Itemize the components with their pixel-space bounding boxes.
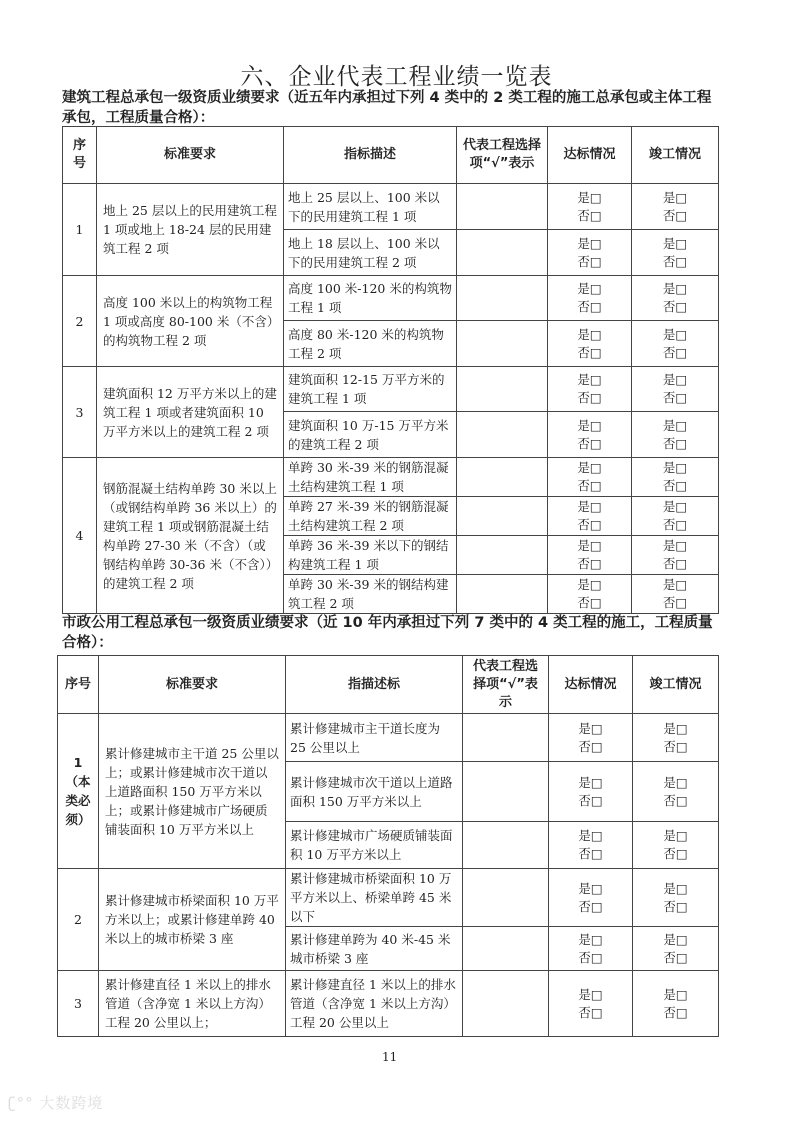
standard-requirement: 钢筋混凝土结构单跨 30 米以上（或钢结构单跨 36 米以上）的建筑工程 1 项或钢筋混凝土结构单跨 27-30 米（不含）（或钢结构单跨 30-36 米（不含））的建筑工程 2 项 bbox=[97, 458, 284, 614]
completion-status-no-checkbox[interactable]: 否□ bbox=[663, 1004, 688, 1020]
compliance-status bbox=[548, 184, 632, 230]
compliance-status-yes-checkbox[interactable]: 是□ bbox=[578, 986, 603, 1002]
compliance-status bbox=[548, 497, 632, 536]
table-row bbox=[58, 714, 719, 762]
standard-requirement: 累计修建直径 1 米以上的排水管道（含净宽 1 米以上方沟）工程 20 公里以上； bbox=[99, 971, 286, 1037]
completion-status-yes-checkbox[interactable]: 是□ bbox=[662, 460, 688, 475]
completion-status bbox=[632, 230, 719, 276]
indicator-description: 累计修建城市桥梁面积 10 万平方米以上、桥梁单跨 45 米以下 bbox=[286, 869, 463, 927]
compliance-status-yes-checkbox[interactable]: 是□ bbox=[577, 417, 602, 433]
table-row bbox=[63, 367, 719, 412]
compliance-status-yes-checkbox[interactable]: 是□ bbox=[577, 499, 602, 514]
compliance-status-yes-checkbox[interactable]: 是□ bbox=[578, 880, 603, 896]
representative-project-select-cell[interactable] bbox=[457, 412, 548, 458]
compliance-status-no-checkbox[interactable]: 否□ bbox=[578, 846, 603, 861]
row-number: 2 bbox=[63, 276, 97, 367]
column-header: 竣工情况 bbox=[633, 656, 719, 714]
standard-requirement: 建筑面积 12 万平方米以上的建筑工程 1 项或者建筑面积 10 万平方米以上的建筑工程 2 项 bbox=[97, 367, 284, 458]
completion-status-no-checkbox[interactable]: 否□ bbox=[662, 595, 688, 610]
table-row bbox=[58, 869, 719, 927]
standard-requirement: 累计修建城市主干道 25 公里以上；或累计修建城市次干道以上道路面积 150 万平方米以上；或累计修建城市广场硬质铺装面积 10 万平方米以上 bbox=[99, 714, 286, 869]
indicator-description: 累计修建城市广场硬质铺装面积 10 万平方米以上 bbox=[286, 822, 463, 869]
compliance-status-no-checkbox[interactable]: 否□ bbox=[578, 949, 603, 965]
indicator-description: 单跨 30 米-39 米的钢结构建筑工程 2 项 bbox=[284, 575, 457, 614]
indicator-description: 高度 100 米-120 米的构筑物工程 1 项 bbox=[284, 276, 457, 321]
completion-status-no-checkbox[interactable]: 否□ bbox=[662, 207, 688, 223]
completion-status bbox=[633, 762, 719, 822]
compliance-status-yes-checkbox[interactable]: 是□ bbox=[577, 235, 602, 251]
completion-status-no-checkbox[interactable]: 否□ bbox=[662, 478, 688, 493]
compliance-status-no-checkbox[interactable]: 否□ bbox=[577, 390, 602, 405]
compliance-status-no-checkbox[interactable]: 否□ bbox=[578, 1004, 603, 1020]
compliance-status bbox=[549, 971, 633, 1037]
row-number: 3 bbox=[58, 971, 99, 1037]
indicator-description: 单跨 27 米-39 米的钢筋混凝土结构建筑工程 2 项 bbox=[284, 497, 457, 536]
column-header: 达标情况 bbox=[549, 656, 633, 714]
compliance-status-yes-checkbox[interactable]: 是□ bbox=[578, 720, 603, 736]
completion-status-yes-checkbox[interactable]: 是□ bbox=[662, 326, 688, 342]
section1-heading: 建筑工程总承包一级资质业绩要求（近五年内承担过下列 4 类中的 2 类工程的施工总承包或主体工程承包，工程质量合格）： bbox=[62, 90, 712, 126]
compliance-status-no-checkbox[interactable]: 否□ bbox=[577, 478, 602, 493]
representative-project-select-cell[interactable] bbox=[457, 497, 548, 536]
column-header: 代表工程选择项“√”表示 bbox=[463, 656, 549, 714]
compliance-status bbox=[548, 321, 632, 367]
row-number: 1 bbox=[63, 184, 97, 276]
standard-requirement: 高度 100 米以上的构筑物工程 1 项或高度 80-100 米（不含）的构筑物工程 2 项 bbox=[97, 276, 284, 367]
compliance-status bbox=[548, 230, 632, 276]
compliance-status bbox=[548, 412, 632, 458]
indicator-description: 高度 80 米-120 米的构筑物工程 2 项 bbox=[284, 321, 457, 367]
representative-project-select-cell[interactable] bbox=[463, 927, 549, 971]
completion-status-no-checkbox[interactable]: 否□ bbox=[663, 738, 688, 754]
header-row bbox=[58, 656, 719, 714]
compliance-status bbox=[549, 822, 633, 869]
table-row bbox=[63, 184, 719, 230]
compliance-status-yes-checkbox[interactable]: 是□ bbox=[578, 931, 603, 947]
representative-project-select-cell[interactable] bbox=[463, 762, 549, 822]
column-header: 序号 bbox=[63, 127, 97, 184]
representative-project-select-cell[interactable] bbox=[457, 230, 548, 276]
table-row bbox=[63, 458, 719, 497]
completion-status bbox=[632, 536, 719, 575]
indicator-description: 累计修建直径 1 米以上的排水管道（含净宽 1 米以上方沟）工程 20 公里以上 bbox=[286, 971, 463, 1037]
compliance-status bbox=[548, 276, 632, 321]
compliance-status-no-checkbox[interactable]: 否□ bbox=[577, 253, 602, 269]
compliance-status-yes-checkbox[interactable]: 是□ bbox=[577, 538, 602, 553]
column-header: 代表工程选择项“√”表示 bbox=[457, 127, 548, 184]
representative-project-select-cell[interactable] bbox=[457, 458, 548, 497]
completion-status bbox=[633, 714, 719, 762]
completion-status-no-checkbox[interactable]: 否□ bbox=[662, 253, 688, 269]
indicator-description: 建筑面积 12-15 万平方米的建筑工程 1 项 bbox=[284, 367, 457, 412]
compliance-status bbox=[549, 714, 633, 762]
page-number: 11 bbox=[382, 1050, 398, 1064]
completion-status-yes-checkbox[interactable]: 是□ bbox=[662, 417, 688, 433]
indicator-description: 累计修建城市主干道长度为 25 公里以上 bbox=[286, 714, 463, 762]
compliance-status-yes-checkbox[interactable]: 是□ bbox=[577, 372, 602, 387]
representative-project-select-cell[interactable] bbox=[457, 321, 548, 367]
compliance-status bbox=[548, 458, 632, 497]
municipal-performance-table bbox=[57, 655, 719, 1037]
compliance-status-no-checkbox[interactable]: 否□ bbox=[577, 299, 602, 314]
completion-status bbox=[632, 458, 719, 497]
compliance-status-no-checkbox[interactable]: 否□ bbox=[578, 738, 603, 754]
compliance-status-no-checkbox[interactable]: 否□ bbox=[578, 792, 603, 808]
compliance-status-no-checkbox[interactable]: 否□ bbox=[577, 595, 602, 610]
compliance-status-no-checkbox[interactable]: 否□ bbox=[577, 207, 602, 223]
completion-status-no-checkbox[interactable]: 否□ bbox=[663, 898, 688, 914]
completion-status-no-checkbox[interactable]: 否□ bbox=[662, 435, 688, 451]
indicator-description: 单跨 30 米-39 米的钢筋混凝土结构建筑工程 1 项 bbox=[284, 458, 457, 497]
compliance-status bbox=[549, 927, 633, 971]
representative-project-select-cell[interactable] bbox=[463, 869, 549, 927]
compliance-status-yes-checkbox[interactable]: 是□ bbox=[577, 281, 602, 296]
completion-status-yes-checkbox[interactable]: 是□ bbox=[662, 538, 688, 553]
completion-status-yes-checkbox[interactable]: 是□ bbox=[663, 720, 688, 736]
completion-status-yes-checkbox[interactable]: 是□ bbox=[662, 235, 688, 251]
standard-requirement: 地上 25 层以上的民用建筑工程 1 项或地上 18-24 层的民用建筑工程 2 项 bbox=[97, 184, 284, 276]
compliance-status-yes-checkbox[interactable]: 是□ bbox=[578, 774, 603, 790]
completion-status-yes-checkbox[interactable]: 是□ bbox=[663, 880, 688, 896]
row-number: 2 bbox=[58, 869, 99, 971]
compliance-status-no-checkbox[interactable]: 否□ bbox=[577, 556, 602, 571]
completion-status-no-checkbox[interactable]: 否□ bbox=[663, 792, 688, 808]
watermark-text: 大数跨境 bbox=[39, 1094, 104, 1112]
completion-status bbox=[633, 869, 719, 927]
section2-heading: 市政公用工程总承包一级资质业绩要求（近 10 年内承担过下列 7 类中的 4 类工程的施工，工程质量合格）： bbox=[62, 615, 713, 651]
compliance-status-no-checkbox[interactable]: 否□ bbox=[577, 517, 602, 532]
column-header: 标准要求 bbox=[97, 127, 284, 184]
table-row bbox=[63, 276, 719, 321]
representative-project-select-cell[interactable] bbox=[463, 714, 549, 762]
completion-status-yes-checkbox[interactable]: 是□ bbox=[663, 931, 688, 947]
compliance-status bbox=[549, 869, 633, 927]
completion-status bbox=[633, 822, 719, 869]
compliance-status-yes-checkbox[interactable]: 是□ bbox=[577, 326, 602, 342]
watermark-logo: ʗ°° 大数跨境 bbox=[8, 1094, 104, 1112]
compliance-status bbox=[549, 762, 633, 822]
building-performance-table bbox=[62, 126, 719, 614]
compliance-status-no-checkbox[interactable]: 否□ bbox=[577, 435, 602, 451]
representative-project-select-cell[interactable] bbox=[457, 536, 548, 575]
indicator-description: 累计修建单跨为 40 米-45 米城市桥梁 3 座 bbox=[286, 927, 463, 971]
representative-project-select-cell[interactable] bbox=[463, 971, 549, 1037]
completion-status-yes-checkbox[interactable]: 是□ bbox=[663, 986, 688, 1002]
completion-status bbox=[632, 367, 719, 412]
completion-status-yes-checkbox[interactable]: 是□ bbox=[662, 577, 688, 592]
column-header: 指描述标 bbox=[286, 656, 463, 714]
completion-status bbox=[632, 575, 719, 614]
compliance-status bbox=[548, 536, 632, 575]
representative-project-select-cell[interactable] bbox=[457, 276, 548, 321]
representative-project-select-cell[interactable] bbox=[457, 367, 548, 412]
standard-requirement: 累计修建城市桥梁面积 10 万平方米以上；或累计修建单跨 40 米以上的城市桥梁 3 座 bbox=[99, 869, 286, 971]
indicator-description: 单跨 36 米-39 米以下的钢结构建筑工程 1 项 bbox=[284, 536, 457, 575]
completion-status bbox=[633, 971, 719, 1037]
column-header: 标准要求 bbox=[99, 656, 286, 714]
completion-status-no-checkbox[interactable]: 否□ bbox=[662, 556, 688, 571]
completion-status bbox=[632, 412, 719, 458]
compliance-status bbox=[548, 575, 632, 614]
representative-project-select-cell[interactable] bbox=[457, 575, 548, 614]
compliance-status-no-checkbox[interactable]: 否□ bbox=[578, 898, 603, 914]
compliance-status-yes-checkbox[interactable]: 是□ bbox=[578, 828, 603, 843]
indicator-description: 地上 18 层以上、100 米以下的民用建筑工程 2 项 bbox=[284, 230, 457, 276]
completion-status bbox=[632, 276, 719, 321]
completion-status-yes-checkbox[interactable]: 是□ bbox=[663, 828, 688, 843]
compliance-status bbox=[548, 367, 632, 412]
completion-status-yes-checkbox[interactable]: 是□ bbox=[662, 281, 688, 296]
completion-status-no-checkbox[interactable]: 否□ bbox=[662, 299, 688, 314]
compliance-status-yes-checkbox[interactable]: 是□ bbox=[577, 577, 602, 592]
completion-status bbox=[632, 321, 719, 367]
completion-status-no-checkbox[interactable]: 否□ bbox=[663, 949, 688, 965]
completion-status-no-checkbox[interactable]: 否□ bbox=[663, 846, 688, 861]
completion-status-yes-checkbox[interactable]: 是□ bbox=[662, 372, 688, 387]
table-row bbox=[58, 971, 719, 1037]
completion-status bbox=[632, 497, 719, 536]
completion-status-no-checkbox[interactable]: 否□ bbox=[662, 517, 688, 532]
completion-status-yes-checkbox[interactable]: 是□ bbox=[663, 774, 688, 790]
indicator-description: 建筑面积 10 万-15 万平方米的建筑工程 2 项 bbox=[284, 412, 457, 458]
page-title: 六、企业代表工程业绩一览表 bbox=[240, 64, 553, 90]
column-header: 序号 bbox=[58, 656, 99, 714]
compliance-status-no-checkbox[interactable]: 否□ bbox=[577, 344, 602, 360]
indicator-description: 地上 25 层以上、100 米以下的民用建筑工程 1 项 bbox=[284, 184, 457, 230]
compliance-status-yes-checkbox[interactable]: 是□ bbox=[577, 189, 602, 205]
column-header: 竣工情况 bbox=[632, 127, 719, 184]
completion-status bbox=[632, 184, 719, 230]
completion-status-no-checkbox[interactable]: 否□ bbox=[662, 390, 688, 405]
compliance-status-yes-checkbox[interactable]: 是□ bbox=[577, 460, 602, 475]
completion-status-yes-checkbox[interactable]: 是□ bbox=[662, 499, 688, 514]
completion-status bbox=[633, 927, 719, 971]
row-number: 3 bbox=[63, 367, 97, 458]
indicator-description: 累计修建城市次干道以上道路面积 150 万平方米以上 bbox=[286, 762, 463, 822]
representative-project-select-cell[interactable] bbox=[457, 184, 548, 230]
completion-status-yes-checkbox[interactable]: 是□ bbox=[662, 189, 688, 205]
header-row bbox=[63, 127, 719, 184]
completion-status-no-checkbox[interactable]: 否□ bbox=[662, 344, 688, 360]
column-header: 达标情况 bbox=[548, 127, 632, 184]
representative-project-select-cell[interactable] bbox=[463, 822, 549, 869]
row-number: 4 bbox=[63, 458, 97, 614]
column-header: 指标描述 bbox=[284, 127, 457, 184]
row-number: 1（本类必须） bbox=[58, 714, 99, 869]
